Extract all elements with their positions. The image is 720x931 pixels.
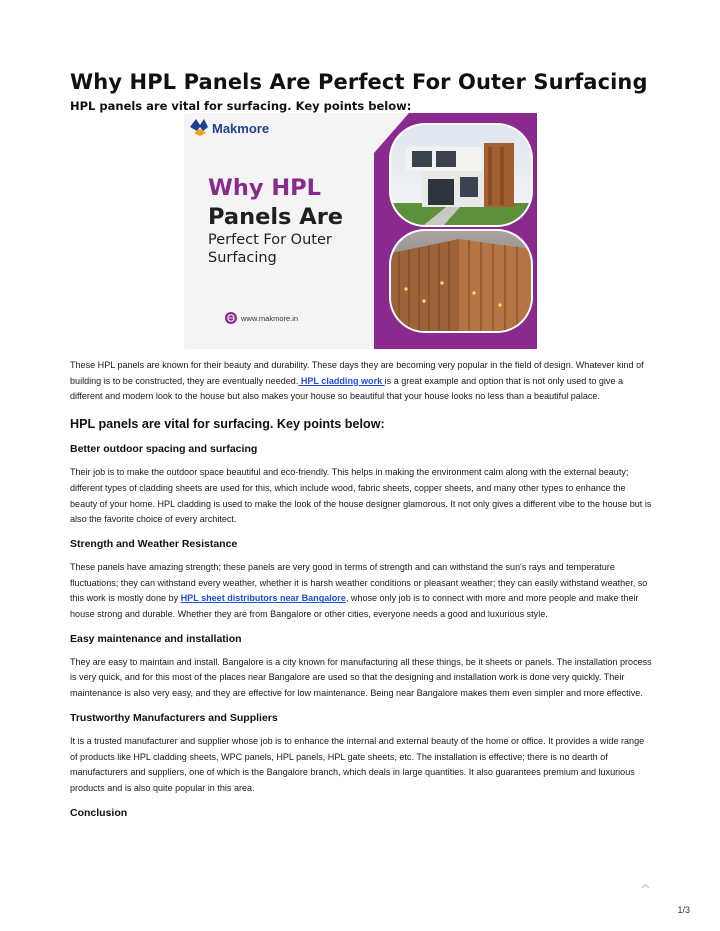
intro-text-before: These HPL panels are known for their beauty and durability. These days they are becoming very popular in the field of design. Whatever kind of building is to be constructed, they are eventually needed. bbox=[70, 360, 644, 386]
section-heading-outdoor: Better outdoor spacing and surfacing bbox=[70, 443, 258, 456]
strength-text-after: , whose only job is to connect with more and more people and make their house strong and durable. Whether they are from Bangalore or other cities, everyone needs a good and luxurious style. bbox=[70, 593, 639, 620]
section-heading-strength: Strength and Weather Resistance bbox=[70, 537, 238, 550]
article-body bbox=[70, 358, 652, 819]
hpl-cladding-work-link[interactable]: HPL cladding work bbox=[298, 375, 385, 386]
section-body-manufacturers: It is a trusted manufacturer and supplier whose job is to enhance the internal and external beauty of the home or office. It provides a wide range of products like HPL cladding sheets, WPC panels, HPL panels, HPL gate sheets, etc. The installation is effective; there is no dearth of manufacturers and suppliers, one of which is the Bangalore branch, which deals in large quantities. It also guarantees premium and luxurious products and is also quite popular in this area. bbox=[70, 735, 645, 793]
banner-image bbox=[184, 113, 537, 349]
section-body-strength bbox=[70, 560, 652, 623]
intro-paragraph bbox=[70, 358, 652, 405]
headline-line-2: Panels Are bbox=[208, 204, 344, 230]
intro-text-after: is a great example and option that is not only used to give a different and modern look to the house but also makes your house so beautiful that your house looks no less than a beautiful palace. bbox=[70, 375, 624, 402]
section-body-maintenance: They are easy to maintain and install. Bangalore is a city known for manufacturing all these things, be it sheets or panels. The installation process is very quick, and for this most of the places near Bangalore are used so that the designing and installation work is done very quickly. Their maintenance is also very easy, and they are effective for low maintenance. Being near Bangalore makes them even simpler and more effective. bbox=[70, 656, 652, 699]
chevron-up-icon[interactable] bbox=[641, 881, 650, 892]
hpl-sheet-distributors-link[interactable]: HPL sheet distributors near Bangalore bbox=[180, 593, 346, 604]
section-body-outdoor: Their job is to make the outdoor space beautiful and eco-friendly. This helps in making the environment calm along with the external beauty; different types of cladding sheets are used for this, which include wood, fabric sheets, copper sheets, and many other types to enhance the beauty of your home. HPL cladding is used to make the look of the house designer glamorous. It not only gives a different vibe to the house but is also the favorite choice of every architect. bbox=[70, 467, 652, 525]
section-heading-manufacturers: Trustworthy Manufacturers and Suppliers bbox=[70, 711, 278, 724]
website-text: www.makmore.in bbox=[241, 314, 299, 323]
building-photo-bottom bbox=[391, 231, 531, 331]
headline-line-1: Why HPL bbox=[208, 175, 321, 201]
page-subtitle: HPL panels are vital for surfacing. Key points below: bbox=[70, 99, 412, 113]
page-title: Why HPL Panels Are Perfect For Outer Surfacing bbox=[70, 70, 648, 94]
house-photo-top bbox=[391, 125, 531, 225]
headline-line-3: Perfect For Outer bbox=[208, 232, 332, 248]
section-heading-maintenance: Easy maintenance and installation bbox=[70, 632, 242, 645]
page-indicator: 1/3 bbox=[677, 905, 690, 915]
key-points-heading: HPL panels are vital for surfacing. Key points below: bbox=[70, 417, 385, 432]
headline-line-4: Surfacing bbox=[208, 250, 277, 266]
section-heading-conclusion: Conclusion bbox=[70, 806, 128, 819]
brand-name: Makmore bbox=[212, 121, 270, 136]
strength-text-before: These panels have amazing strength; these panels are very good in terms of strength and can withstand the sun's rays and temperature fluctuations; they can withstand every weather, whether it is harsh weather conditions or pleasant weather; they can easily withstand weather, so this work is mostly done by bbox=[70, 561, 648, 604]
